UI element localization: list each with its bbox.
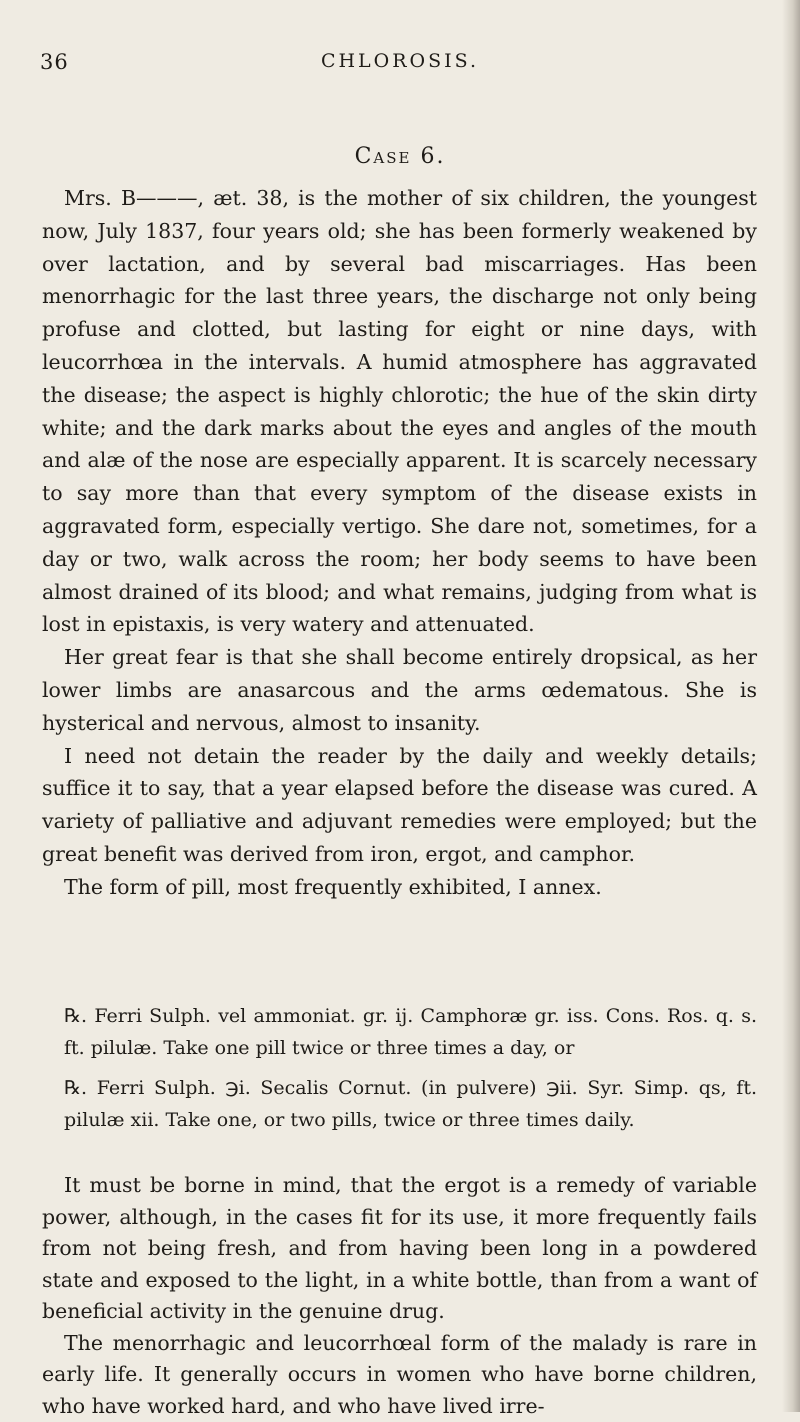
page-edge-shadow — [782, 0, 800, 1412]
prescription: ℞. Ferri Sulph. vel ammoniat. gr. ij. Camphoræ gr. iss. Cons. Ros. q. s. ft. pilulæ. Take one pill twice or three times a day, or — [42, 1000, 757, 1064]
running-title: CHLOROSIS. — [40, 50, 760, 72]
page-number: 36 — [40, 50, 69, 74]
prescription: ℞. Ferri Sulph. ℈i. Secalis Cornut. (in pulvere) ℈ii. Syr. Simp. qs, ft. pilulæ xii. Take one, or two pills, twice or three times daily. — [42, 1072, 757, 1136]
paragraph: Mrs. B———, æt. 38, is the mother of six children, the youngest now, July 1837, four years old; she has been formerly weakened by over lactation, and by several bad miscarriages. Has been menorrhagic for the last three years, the discharge not only being profuse and clotted, but lasting for eight or nine days, with leucorrhœa in the intervals. A humid atmosphere has aggravated the disease; the aspect is highly chlorotic; the hue of the skin dirty white; and the dark marks about the eyes and angles of the mouth and alæ of the nose are especially apparent. It is scarcely necessary to say more than that every symptom of the disease exists in aggravated form, especially vertigo. She dare not, sometimes, for a day or two, walk across the room; her body seems to have been almost drained of its blood; and what remains, judging from what is lost in epistaxis, is very watery and attenuated. — [42, 182, 757, 641]
paragraph: It must be borne in mind, that the ergot is a remedy of variable power, although, in the cases fit for its use, it more frequently fails from not being fresh, and from having been long in a powdered state and exposed to the light, in a white bottle, than from a want of beneficial activity in the genuine drug. — [42, 1170, 757, 1328]
page-header — [40, 50, 760, 84]
closing-text — [42, 1170, 757, 1422]
paragraph: I need not detain the reader by the daily and weekly details; suffice it to say, that a year elapsed before the disease was cured. A variety of palliative and adjuvant remedies were employed; but the great benefit was derived from iron, ergot, and camphor. — [42, 740, 757, 871]
paragraph: Her great fear is that she shall become entirely dropsical, as her lower limbs are anasarcous and the arms œdematous. She is hysterical and nervous, almost to insanity. — [42, 641, 757, 739]
case-body — [42, 182, 757, 904]
case-title: Case 6. — [0, 144, 800, 169]
paragraph: The menorrhagic and leucorrhœal form of the malady is rare in early life. It generally occurs in women who have borne children, who have worked hard, and who have lived irre- — [42, 1328, 757, 1422]
prescriptions — [42, 1000, 757, 1144]
paragraph: The form of pill, most frequently exhibited, I annex. — [42, 871, 757, 904]
